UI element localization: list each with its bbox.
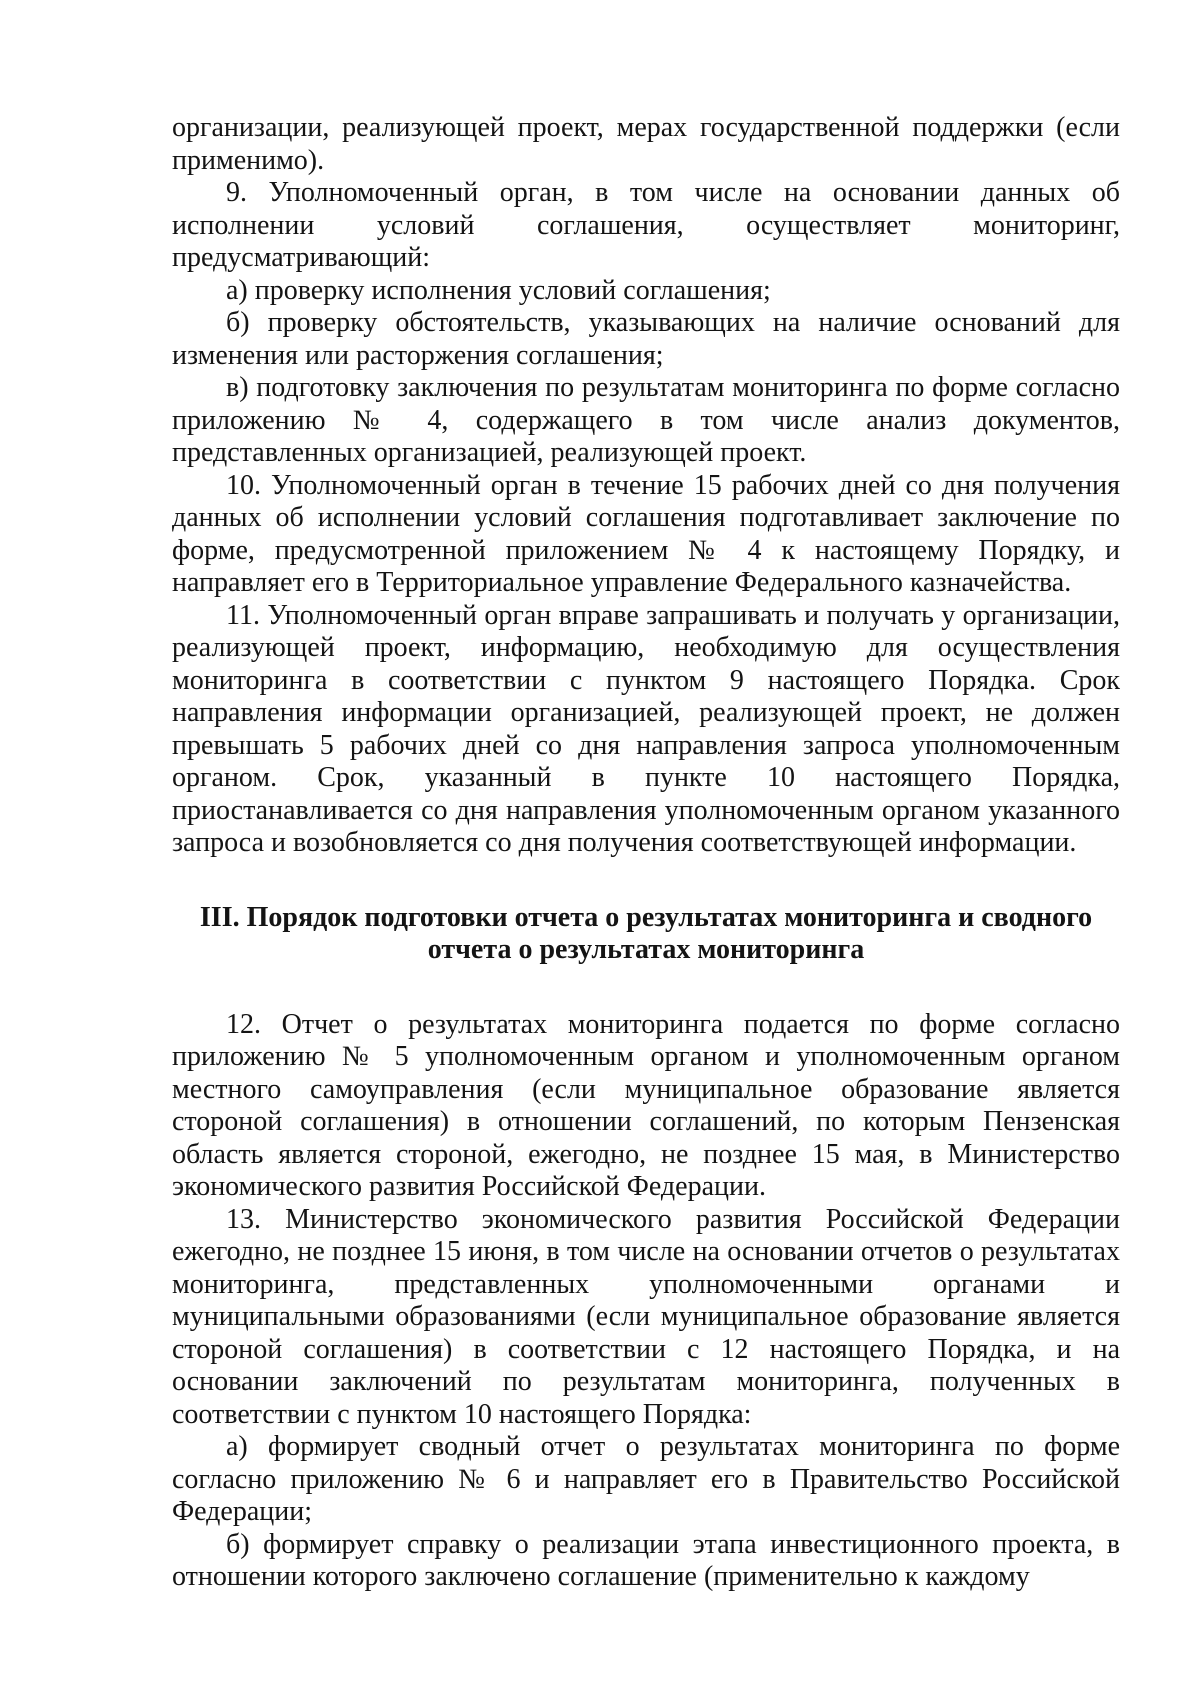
paragraph-item-9a: а) проверку исполнения условий соглашения;: [226, 274, 771, 306]
document-page: [172, 112, 1120, 1594]
paragraph-item-13b: б) формирует справку о реализации этапа инвестиционного проекта, в отношении которого заключено соглашение (применительно к каждому: [172, 1528, 1120, 1592]
section-heading: III. Порядок подготовки отчета о результатах мониторинга и сводного отчета о результатах мониторинга: [199, 901, 1093, 965]
paragraph-item-9: 9. Уполномоченный орган, в том числе на основании данных об исполнении условий соглашения, осуществляет мониторинг, предусматривающий:: [172, 177, 1120, 273]
paragraph-item-11: 11. Уполномоченный орган вправе запрашивать и получать у организации, реализующей проект, информацию, необходимую для осуществления мониторинга в соответствии с пунктом 9 настоящего Порядка. Срок направления информации организацией, реализующей проект, не должен превышать 5 рабочих дней со дня направления запроса уполномоченным органом. Срок, указанный в пункте 10 настоящего Порядка, приостанавливается со дня направления уполномоченным органом указанного запроса и возобновляется со дня получения соответствующей информации.: [172, 599, 1120, 858]
paragraph-item-12: 12. Отчет о результатах мониторинга подается по форме согласно приложению № 5 уполномоченным органом и уполномоченным органом местного самоуправления (если муниципальное образование является стороной соглашения) в отношении соглашений, по которым Пензенская область является стороной, ежегодно, не позднее 15 мая, в Министерство экономического развития Российской Федерации.: [172, 1008, 1120, 1202]
paragraph-item-13a: а) формирует сводный отчет о результатах мониторинга по форме согласно приложению № 6 и направляет его в Правительство Российской Федерации;: [172, 1431, 1120, 1527]
paragraph-item-9b: б) проверку обстоятельств, указывающих на наличие оснований для изменения или расторжения соглашения;: [172, 307, 1120, 371]
paragraph-continuation: организации, реализующей проект, мерах государственной поддержки (если применимо).: [172, 112, 1120, 176]
paragraph-item-10: 10. Уполномоченный орган в течение 15 рабочих дней со дня получения данных об исполнении условий соглашения подготавливает заключение по форме, предусмотренной приложением № 4 к настоящему Порядку, и направляет его в Территориальное управление Федерального казначейства.: [172, 469, 1120, 598]
paragraph-item-9v: в) подготовку заключения по результатам мониторинга по форме согласно приложению № 4, содержащего в том числе анализ документов, представленных организацией, реализующей проект.: [172, 372, 1120, 468]
paragraph-item-13: 13. Министерство экономического развития Российской Федерации ежегодно, не позднее 15 июня, в том числе на основании отчетов о результатах мониторинга, представленных уполномоченными органами и муниципальными образованиями (если муниципальное образование является стороной соглашения) в соответствии с 12 настоящего Порядка, и на основании заключений по результатам мониторинга, полученных в соответствии с пунктом 10 настоящего Порядка:: [172, 1203, 1120, 1430]
